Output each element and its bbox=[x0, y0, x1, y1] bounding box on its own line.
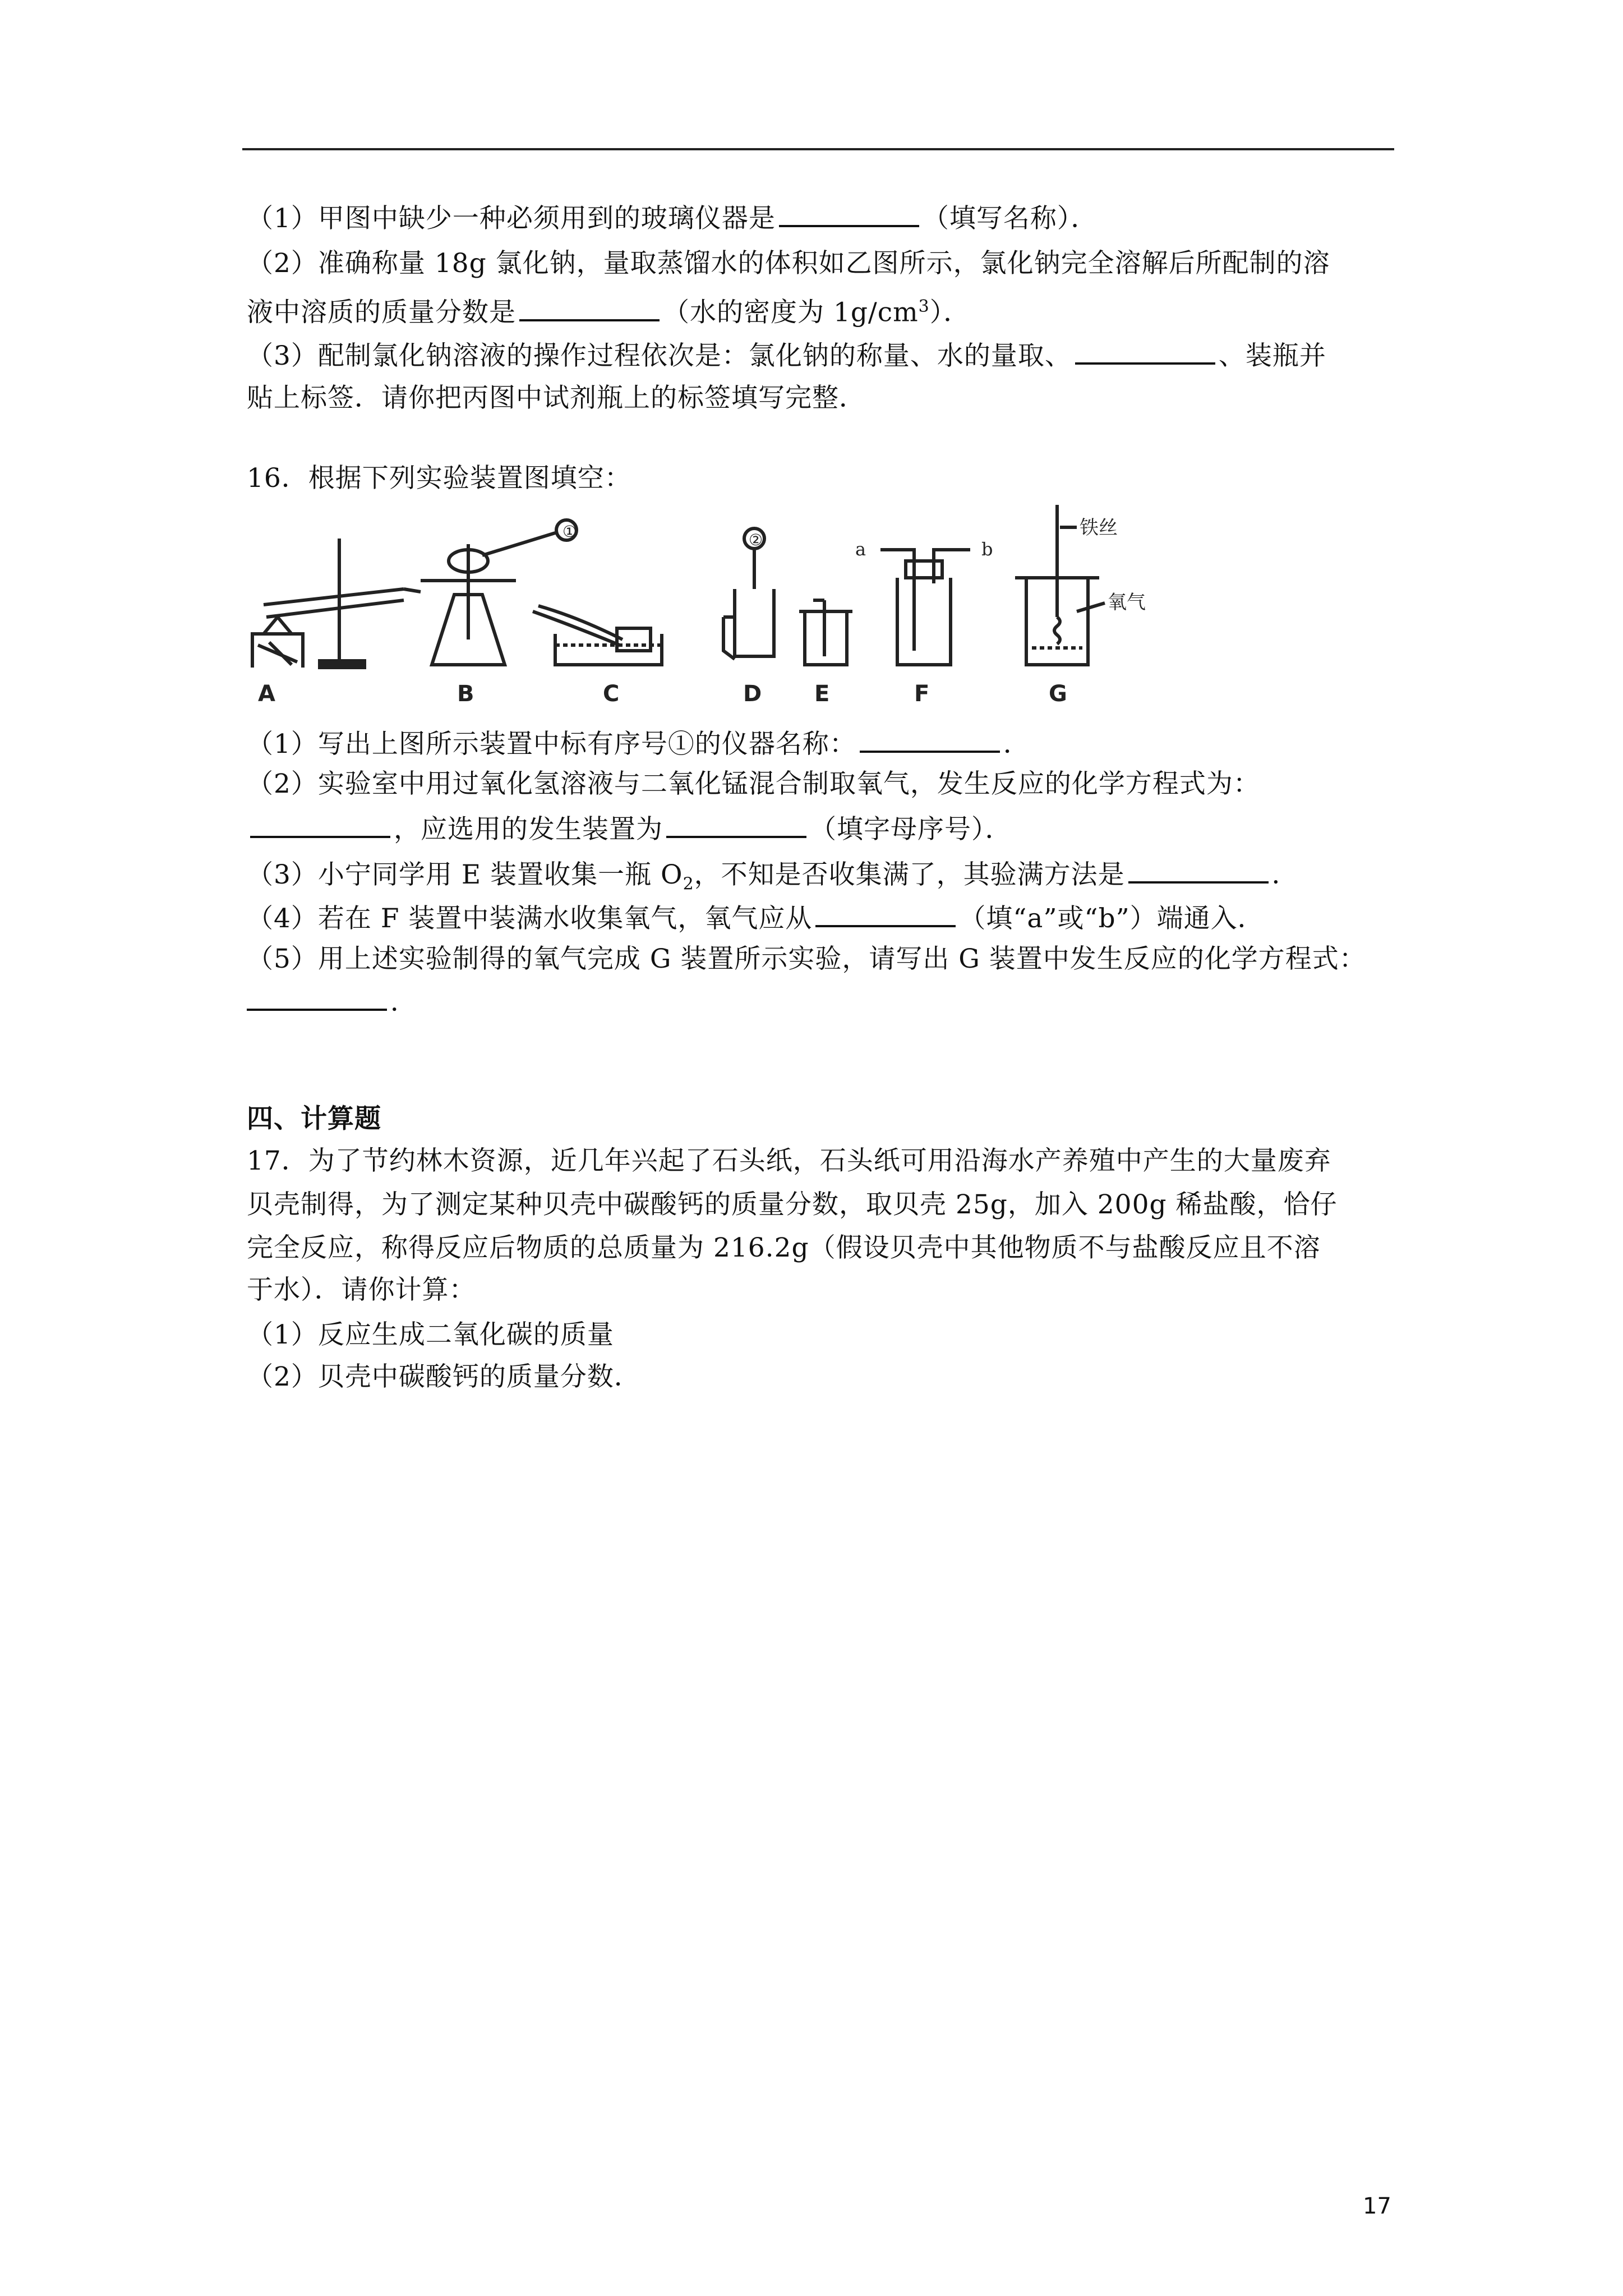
answer-blank[interactable] bbox=[815, 899, 956, 927]
answer-blank[interactable] bbox=[666, 810, 806, 838]
lab-apparatus-figure bbox=[241, 505, 1239, 712]
answer-blank[interactable] bbox=[1128, 855, 1269, 884]
apparatus-f bbox=[855, 539, 993, 707]
q16-part5-line1: （5）用上述实验制得的氧气完成 G 装置所示实验，请写出 G 装置中发生反应的化学方程式： bbox=[247, 944, 1366, 974]
q16-part3: （3）小宁同学用 E 装置收集一瓶 $O_2$，不知是否收集满了，其验满方法是 ． bbox=[247, 855, 1299, 901]
answer-blank[interactable] bbox=[250, 810, 390, 838]
q15-part1: （1）甲图中缺少一种必须用到的玻璃仪器是 （填写名称）． bbox=[247, 199, 1098, 236]
apparatus-a bbox=[252, 539, 421, 707]
header-rule bbox=[242, 148, 1394, 150]
answer-blank[interactable] bbox=[519, 293, 660, 321]
answer-blank[interactable] bbox=[860, 725, 1000, 753]
q16-stem: 16．根据下列实验装置图填空： bbox=[247, 463, 631, 494]
marker-1: ① bbox=[562, 522, 577, 541]
q15-part2-line2: 液中溶质的质量分数是 （水的密度为 $1g/cm^3$）． bbox=[247, 290, 970, 330]
port-a-label: a bbox=[855, 539, 866, 560]
label-g: G bbox=[1049, 681, 1067, 707]
label-a: A bbox=[258, 681, 275, 707]
q16-part5-line2: ． bbox=[247, 983, 417, 1019]
answer-blank[interactable] bbox=[247, 983, 387, 1011]
gas-label: 氧气 bbox=[1108, 591, 1146, 614]
apparatus-e bbox=[799, 600, 852, 707]
section-heading: 四、计算题 bbox=[247, 1103, 381, 1134]
q17-line3: 完全反应，称得反应后物质的总质量为 216.2g（假设贝壳中其他物质不与盐酸反应且不溶 bbox=[247, 1232, 1321, 1263]
q16-part2-line1: （2）实验室中用过氧化氢溶液与二氧化锰混合制取氧气，发生反应的化学方程式为： bbox=[247, 769, 1260, 799]
wire-label: 铁丝 bbox=[1080, 517, 1118, 539]
apparatus-d bbox=[723, 528, 774, 707]
q15-part3-line1: （3）配制氯化钠溶液的操作过程依次是：氯化钠的称量、水的量取、 、装瓶并 bbox=[247, 337, 1326, 373]
q17-part1: （1）反应生成二氧化碳的质量 bbox=[247, 1319, 614, 1350]
apparatus-c bbox=[533, 606, 662, 707]
marker-2: ② bbox=[749, 531, 763, 549]
apparatus-b bbox=[421, 520, 577, 707]
answer-blank[interactable] bbox=[779, 199, 919, 227]
q16-part1: （1）写出上图所示装置中标有序号①的仪器名称： ． bbox=[247, 725, 1030, 761]
label-b: B bbox=[457, 681, 474, 707]
page-number: 17 bbox=[1363, 2193, 1391, 2219]
label-e: E bbox=[814, 681, 830, 707]
q17-line2: 贝壳制得，为了测定某种贝壳中碳酸钙的质量分数，取贝壳 25g，加入 200g 稀盐酸，恰仔 bbox=[247, 1189, 1338, 1220]
q16-part4: （4）若在 F 装置中装满水收集氧气，氧气应从 （填“a”或“b”）端通入． bbox=[247, 899, 1265, 936]
answer-blank[interactable] bbox=[1075, 337, 1215, 365]
q17-line1: 17．为了节约林木资源，近几年兴起了石头纸，石头纸可用沿海水产养殖中产生的大量废弃 bbox=[247, 1145, 1331, 1176]
q15-part3-line2: 贴上标签．请你把丙图中试剂瓶上的标签填写完整． bbox=[247, 383, 866, 413]
q17-line4: 于水）．请你计算： bbox=[247, 1274, 476, 1305]
port-b-label: b bbox=[981, 539, 993, 560]
q15-part2-line1: （2）准确称量 18g 氯化钠，量取蒸馏水的体积如乙图所示，氯化钠完全溶解后所配制的溶 bbox=[247, 248, 1330, 279]
q17-part2: （2）贝壳中碳酸钙的质量分数． bbox=[247, 1361, 641, 1392]
q16-part2-line2: ，应选用的发生装置为 （填字母序号）． bbox=[247, 810, 1012, 846]
label-d: D bbox=[743, 681, 762, 707]
apparatus-g bbox=[1015, 505, 1146, 707]
label-c: C bbox=[603, 681, 620, 707]
label-f: F bbox=[914, 681, 930, 707]
